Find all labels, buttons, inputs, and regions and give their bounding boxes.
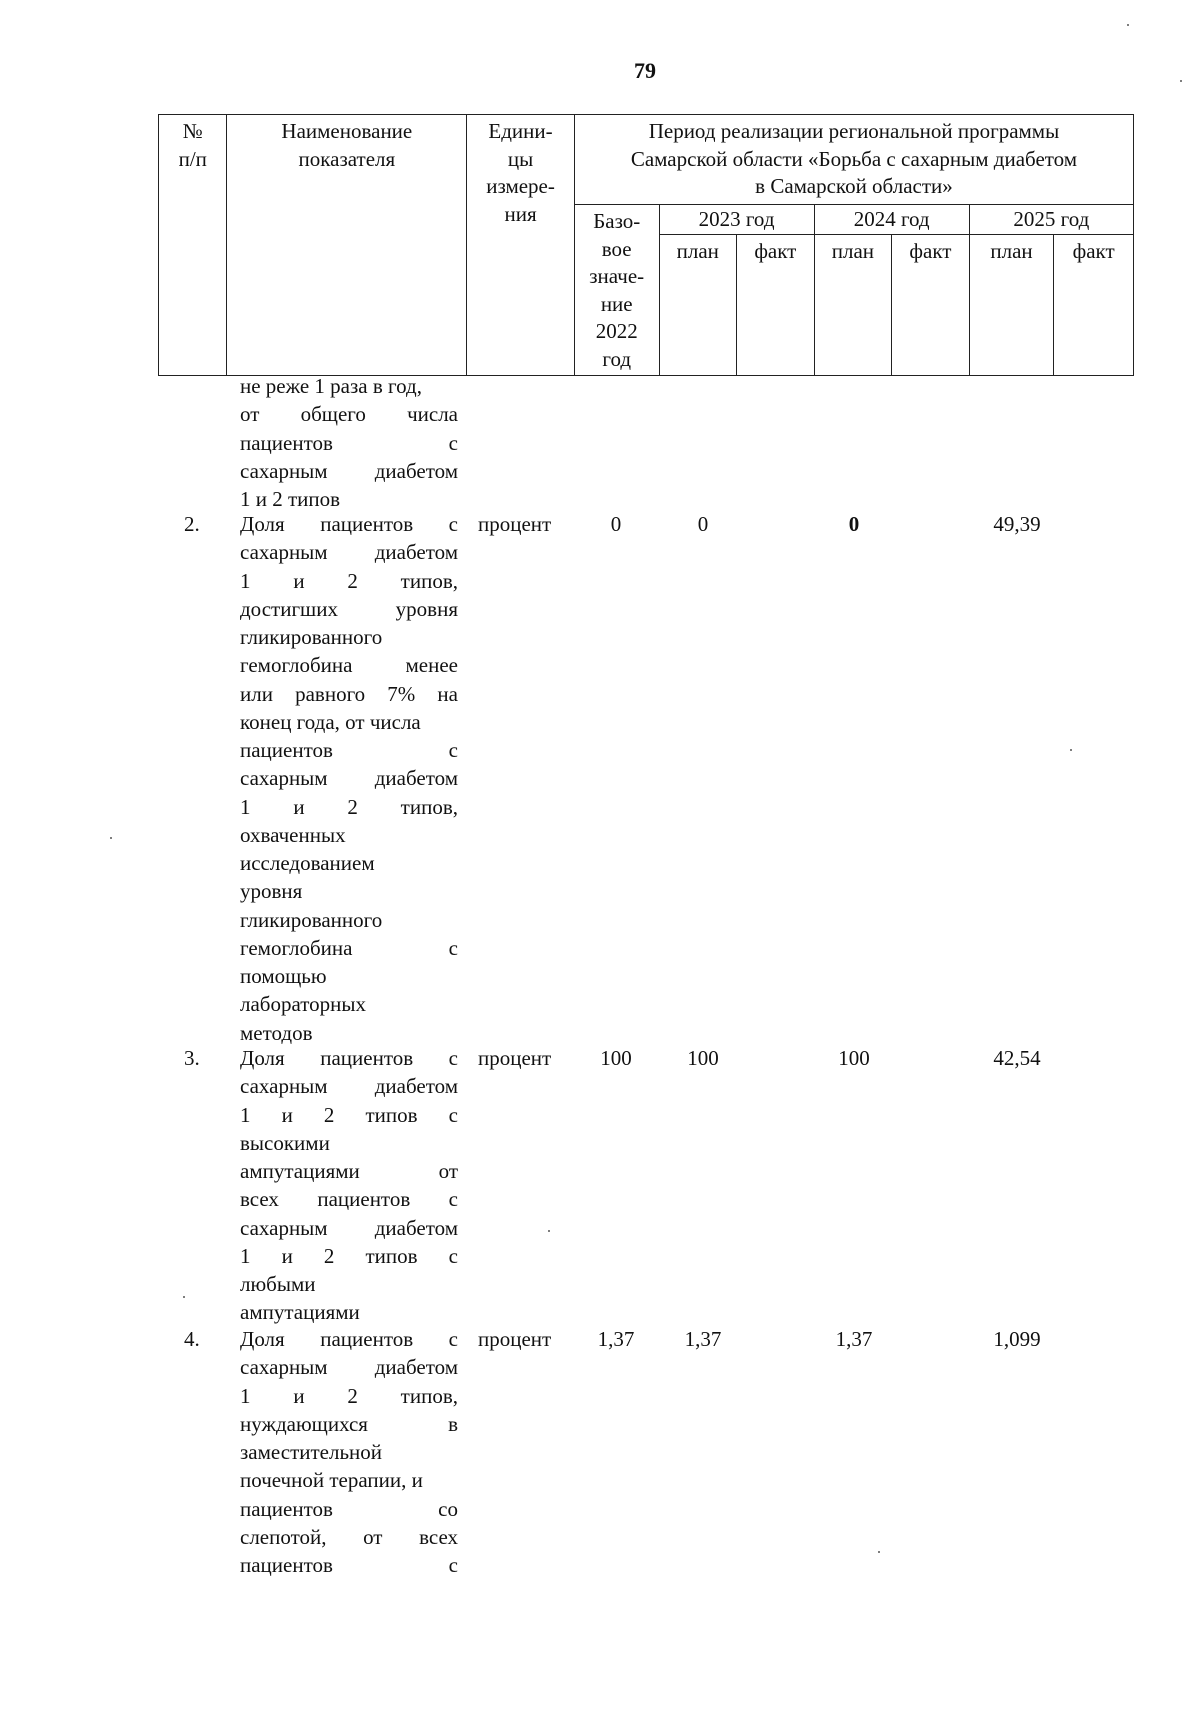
indicator-name-line: сахарным диабетом [240, 1355, 458, 1380]
indicator-name-line: сахарным диабетом [240, 766, 458, 791]
base-value-2022: 100 [600, 1046, 632, 1070]
page-number: 79 [634, 58, 656, 83]
plan-2023: 100 [687, 1046, 719, 1070]
header-plan-2024: план [814, 234, 892, 375]
indicator-name-line: гликированного [240, 625, 383, 649]
row-number: 2. [184, 512, 200, 536]
header-plan-2023: план [659, 234, 737, 375]
header-fact-2024: факт [892, 234, 970, 375]
indicator-name-line: конец года, от числа [240, 709, 421, 734]
scan-speck [110, 837, 112, 839]
indicator-name-line: любыми [240, 1272, 316, 1296]
scan-speck [1180, 80, 1182, 82]
table-header [158, 114, 1134, 376]
indicator-name-line: пациентов с [240, 1553, 458, 1577]
indicator-name-line: Доля пациентов с [240, 512, 458, 536]
indicator-name-line: ампутациями [240, 1300, 360, 1325]
indicator-name [240, 1044, 458, 1327]
plan-2025: 49,39 [993, 512, 1041, 536]
scan-speck [1127, 24, 1129, 26]
indicator-name [240, 510, 458, 1047]
indicator-name-line: помощью [240, 964, 327, 988]
indicator-name-line: гемоглобина с [240, 935, 458, 960]
indicator-name-line: лабораторных [240, 992, 367, 1017]
indicator-name-line: гемоглобина менее [240, 653, 458, 678]
indicator-name-line: исследованием [240, 851, 375, 875]
header-name: Наименование показателя [227, 115, 467, 376]
header-fact-2025: факт [1054, 234, 1134, 375]
header-unit: Едини- цы измере- ния [467, 115, 575, 376]
plan-2025: 1,099 [993, 1327, 1041, 1351]
plan-2023: 0 [697, 512, 709, 536]
indicator-name-line: или равного 7% на [240, 681, 458, 706]
unit-of-measure: процент [478, 1046, 552, 1070]
header-year-2025: 2025 год [969, 205, 1133, 235]
header-fact-2023: факт [737, 234, 815, 375]
indicator-name-line: достигших уровня [240, 596, 458, 621]
indicator-name-line: высокими [240, 1130, 330, 1155]
indicator-name-line: 1 и 2 типов [240, 487, 341, 511]
indicator-name-line: всех пациентов с [240, 1187, 458, 1212]
indicator-name-line: от общего числа [240, 402, 458, 427]
indicator-name-line: нуждающихся в [240, 1411, 458, 1436]
indicator-name-line: охваченных [240, 822, 346, 847]
row-number: 4. [184, 1327, 200, 1351]
indicator-name-line: 1 и 2 типов, [240, 568, 458, 593]
indicator-name-line: уровня [240, 879, 303, 904]
plan-2024: 1,37 [835, 1327, 873, 1351]
header-base-value: Базо- вое значе- ние 2022 год [574, 205, 659, 376]
indicator-name-line: 1 и 2 типов с [240, 1243, 458, 1268]
header-period: Период реализации региональной программы Самарской области «Борьба с сахарным диабетом в Самарской области» [574, 115, 1133, 205]
indicator-name-line: пациентов со [240, 1496, 458, 1521]
indicator-name-line: пациентов с [240, 430, 458, 455]
base-value-2022: 0 [610, 512, 622, 536]
scan-speck [1070, 749, 1072, 751]
indicator-name [240, 1325, 458, 1579]
header-year-2024: 2024 год [814, 205, 969, 235]
indicator-name-line: Доля пациентов с [240, 1046, 458, 1070]
indicator-name-line: 1 и 2 типов, [240, 1383, 458, 1408]
header-year-2023: 2023 год [659, 205, 814, 235]
unit-of-measure: процент [478, 512, 552, 536]
plan-2024: 0 [848, 512, 860, 536]
indicator-name-line: сахарным диабетом [240, 1074, 458, 1099]
indicator-name-line: пациентов с [240, 738, 458, 762]
scan-speck [183, 1296, 185, 1298]
indicator-name-line: сахарным диабетом [240, 540, 458, 565]
plan-2025: 42,54 [993, 1046, 1041, 1070]
indicator-name-line: Доля пациентов с [240, 1327, 458, 1351]
indicator-name [240, 372, 458, 513]
scan-speck [878, 1551, 880, 1553]
plan-2023: 1,37 [684, 1327, 722, 1351]
plan-2024: 100 [838, 1046, 870, 1070]
indicator-name-line: гликированного [240, 907, 383, 932]
indicator-name-line: 1 и 2 типов, [240, 794, 458, 819]
row-number: 3. [184, 1046, 200, 1070]
header-plan-2025: план [969, 234, 1054, 375]
indicator-name-line: заместительной [240, 1440, 383, 1464]
base-value-2022: 1,37 [597, 1327, 635, 1351]
indicator-name-line: не реже 1 раза в год, [240, 374, 422, 398]
indicator-name-line: сахарным диабетом [240, 458, 458, 483]
indicator-name-line: 1 и 2 типов с [240, 1102, 458, 1127]
indicator-name-line: слепотой, от всех [240, 1524, 458, 1549]
scan-speck [548, 1230, 550, 1232]
indicator-name-line: почечной терапии, и [240, 1468, 423, 1493]
header-no: № п/п [159, 115, 227, 376]
unit-of-measure: процент [478, 1327, 552, 1351]
indicator-name-line: ампутациями от [240, 1159, 458, 1183]
indicator-name-line: методов [240, 1020, 313, 1045]
indicator-name-line: сахарным диабетом [240, 1215, 458, 1240]
